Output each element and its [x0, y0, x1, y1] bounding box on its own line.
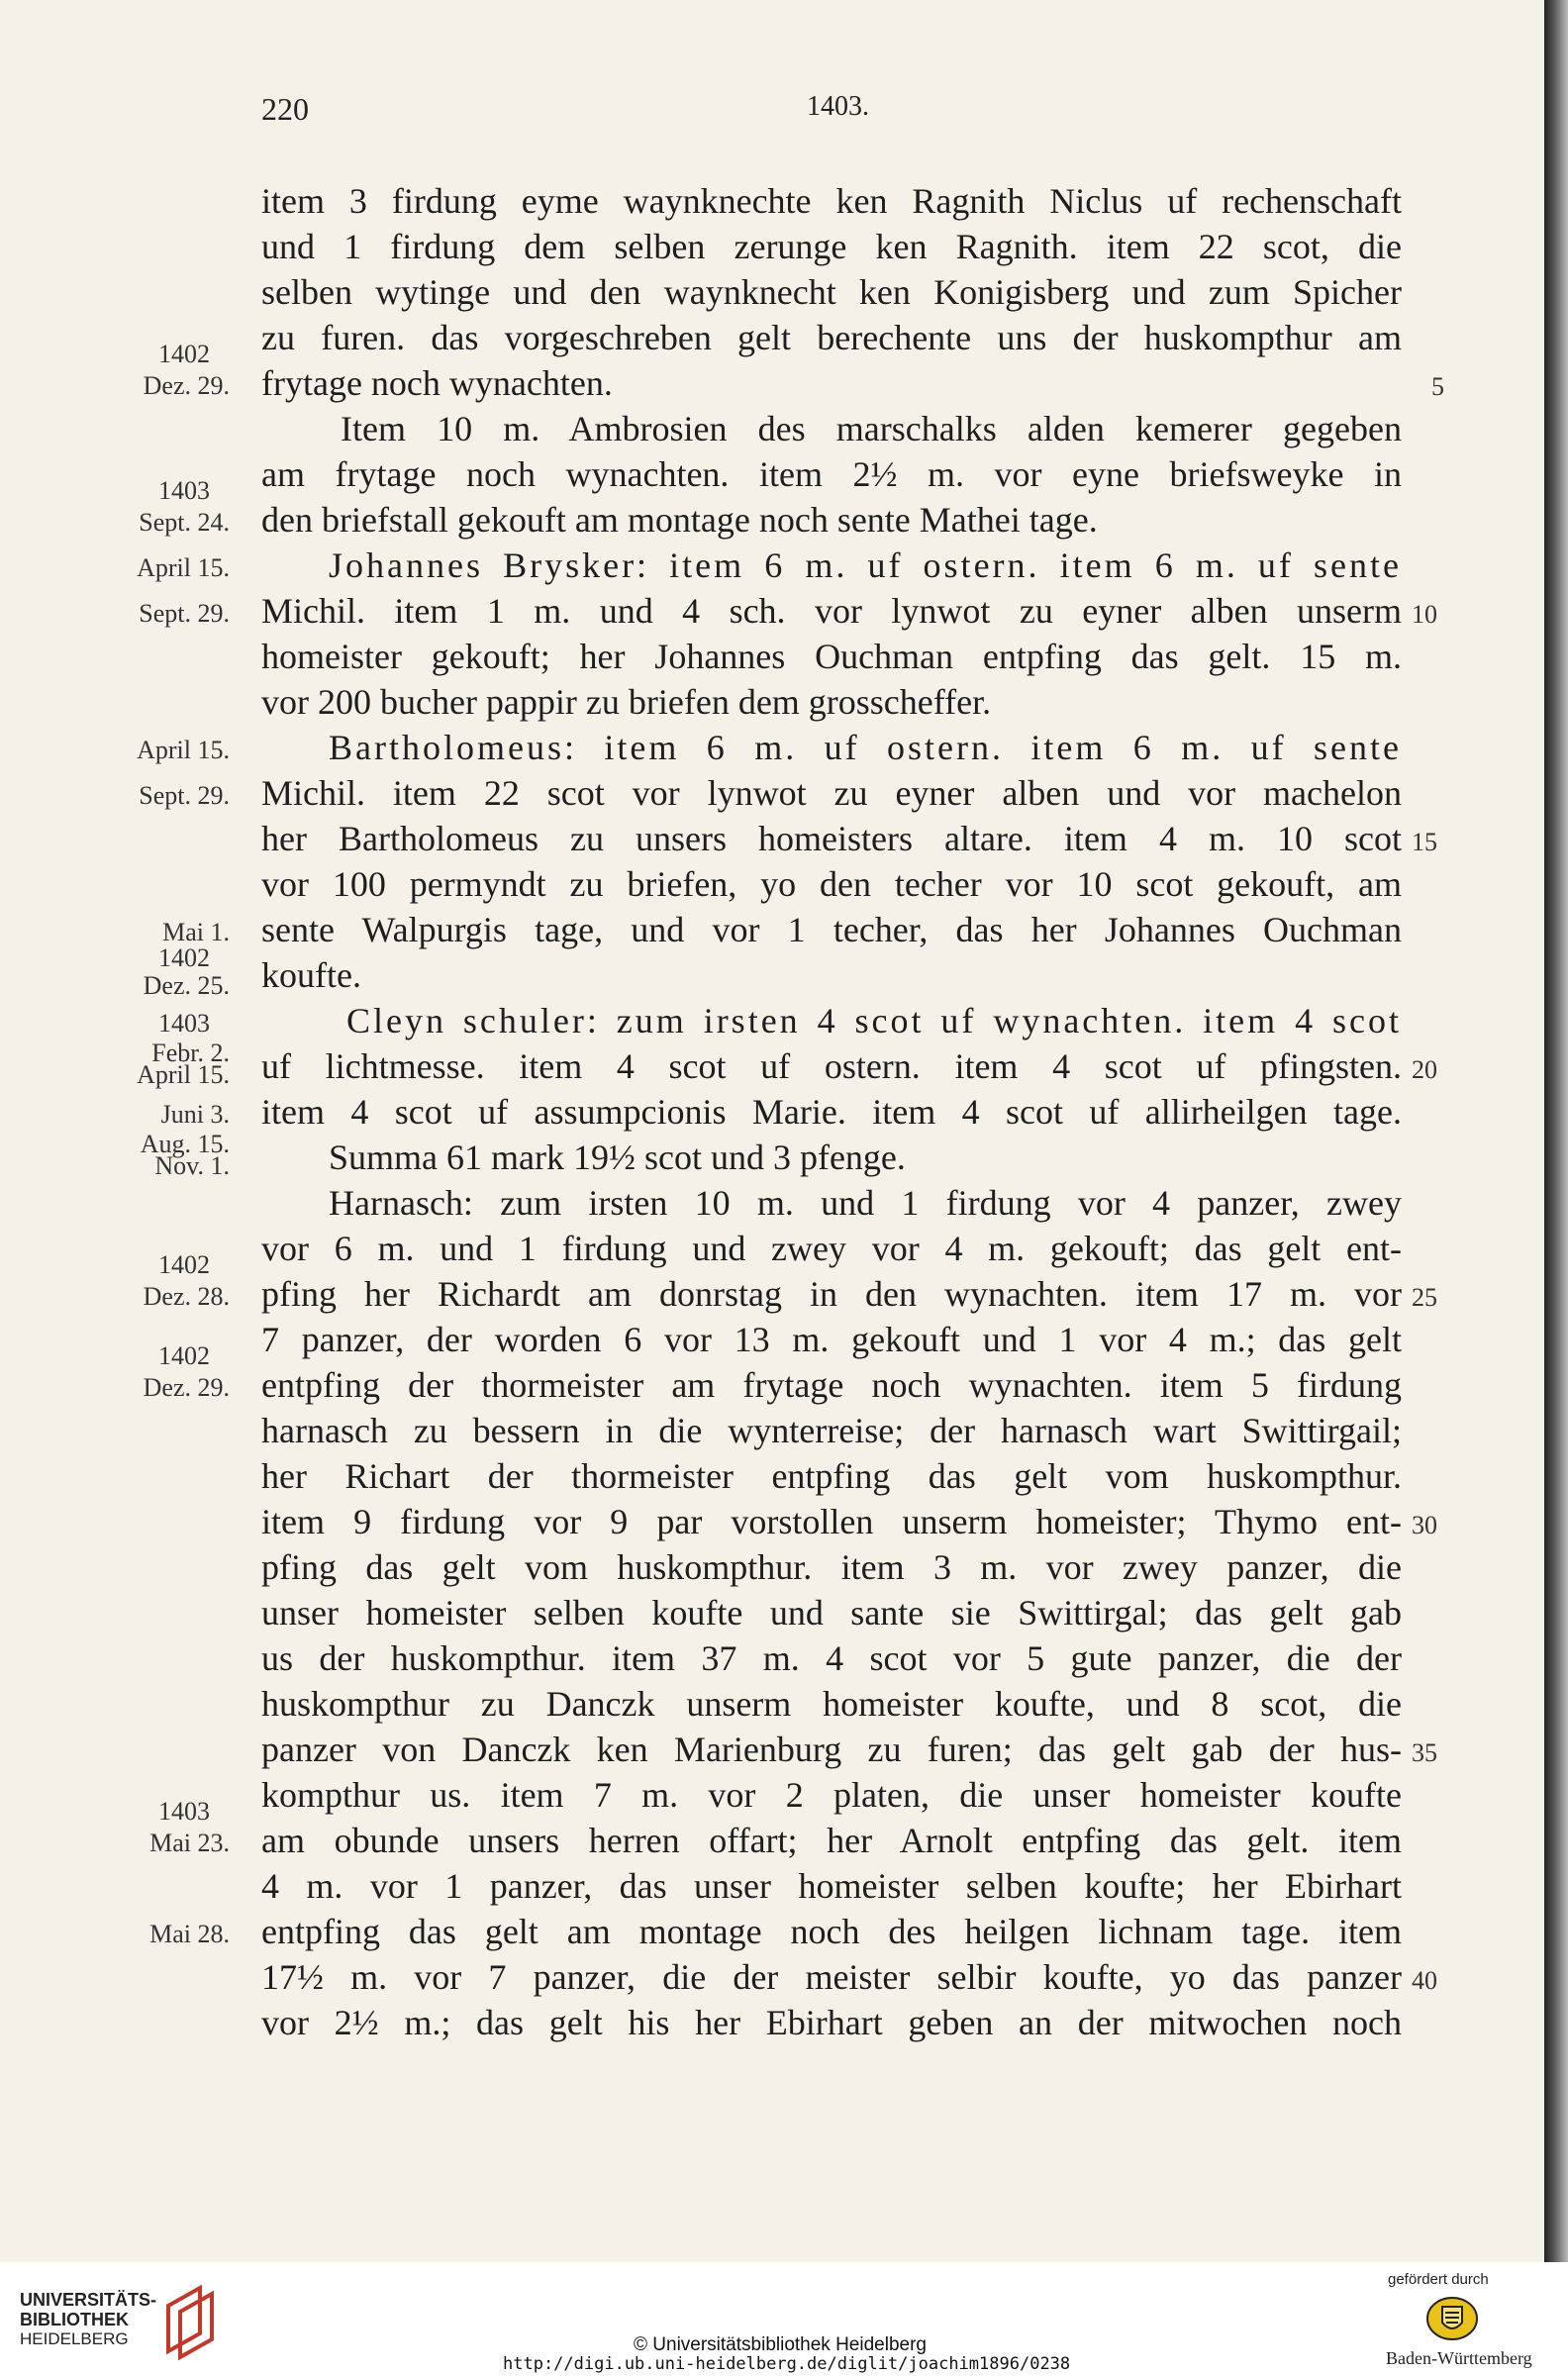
margin-date: Sept. 29.	[139, 781, 230, 810]
text-line: item 9 firdung vor 9 par vorstollen unserm homeister; Thymo ent-	[261, 1502, 1402, 1541]
margin-date: 1402	[158, 1341, 210, 1370]
line-number: 40	[1412, 1966, 1437, 1995]
text-line: Item 10 m. Ambrosien des marschalks alden kemerer gegeben	[341, 409, 1402, 448]
margin-date: 1402	[158, 1250, 210, 1279]
logo-text-line3: HEIDELBERG	[20, 2329, 129, 2348]
text-line: panzer von Danczk ken Marienburg zu furen; das gelt gab der hus-	[261, 1730, 1402, 1769]
text-line: frytage noch wynachten.	[261, 363, 613, 403]
text-line: pfing her Richardt am donrstag in den wynachten. item 17 m. vor	[261, 1274, 1402, 1314]
margin-date: 1403	[158, 476, 210, 505]
text-line: Michil. item 1 m. und 4 sch. vor lynwot zu eyner alben unserm	[261, 591, 1402, 631]
margin-date: Dez. 29.	[143, 1373, 230, 1402]
permalink-url[interactable]: http://digi.ub.uni-heidelberg.de/diglit/joachim1896/0238	[503, 2354, 1071, 2374]
margin-date: Nov. 1.	[154, 1151, 230, 1180]
text-line: 17½ m. vor 7 panzer, die der meister selbir koufte, yo das panzer	[261, 1957, 1402, 1997]
margin-date: April 15.	[137, 553, 230, 582]
margin-date: Sept. 24.	[139, 508, 230, 537]
margin-date: Mai 23.	[149, 1829, 230, 1857]
margin-date: 1402	[158, 943, 210, 972]
text-line: zu furen. das vorgeschreben gelt berechente uns der huskompthur am	[261, 318, 1402, 357]
text-line: vor 2½ m.; das gelt his her Ebirhart geben an der mitwochen noch	[261, 2003, 1402, 2042]
text-line: 4 m. vor 1 panzer, das unser homeister selben koufte; her Ebirhart	[261, 1866, 1402, 1906]
logo-text-line1: UNIVERSITÄTS-	[20, 2290, 157, 2310]
margin-date: April 15.	[137, 736, 230, 764]
page-edge-shadow	[1544, 0, 1568, 2262]
margin-date: Dez. 25.	[143, 971, 230, 1000]
library-logo[interactable]	[20, 2282, 228, 2361]
margin-date: April 15.	[137, 1060, 230, 1089]
text-line: koufte.	[261, 955, 361, 995]
library-emblem-icon	[160, 2282, 224, 2361]
margin-date: 1403	[158, 1009, 210, 1038]
margin-date: Febr. 2.	[151, 1039, 230, 1067]
text-line: Johannes Brysker: item 6 m. uf ostern. item 6 m. uf sente	[329, 545, 1402, 585]
margin-date: Mai 28.	[149, 1920, 230, 1948]
text-line: am obunde unsers herren offart; her Arnolt entpfing das gelt. item	[261, 1821, 1402, 1860]
state-name: Baden-Württemberg	[1386, 2348, 1532, 2368]
text-line: Michil. item 22 scot vor lynwot zu eyner alben und vor machelon	[261, 773, 1402, 813]
line-number: 15	[1412, 828, 1437, 856]
text-line: am frytage noch wynachten. item 2½ m. vor eyne briefsweyke in	[261, 454, 1402, 494]
text-line: 7 panzer, der worden 6 vor 13 m. gekouft und 1 vor 4 m.; das gelt	[261, 1320, 1402, 1359]
margin-date: Juni 3.	[160, 1100, 230, 1129]
funded-by-label: gefördert durch	[1388, 2271, 1489, 2288]
line-number: 20	[1412, 1055, 1437, 1084]
text-line: vor 200 bucher pappir zu briefen dem grosscheffer.	[261, 682, 992, 722]
text-line: den briefstall gekouft am montage noch sente Mathei tage.	[261, 500, 1098, 540]
text-line: her Bartholomeus zu unsers homeisters altare. item 4 m. 10 scot	[261, 819, 1402, 858]
page-number: 220	[261, 91, 309, 127]
text-line: selben wytinge und den waynknecht ken Konigisberg und zum Spicher	[261, 272, 1402, 312]
text-line: vor 100 permyndt zu briefen, yo den techer vor 10 scot gekouft, am	[261, 864, 1402, 904]
copyright-notice: © Universitätsbibliothek Heidelberg	[634, 2334, 927, 2355]
text-line: her Richart der thormeister entpfing das gelt vom huskompthur.	[261, 1456, 1402, 1496]
text-line: huskompthur zu Danczk unserm homeister koufte, und 8 scot, die	[261, 1684, 1402, 1724]
text-line: harnasch zu bessern in die wynterreise; der harnasch wart Swittirgail;	[261, 1411, 1402, 1450]
line-number: 5	[1431, 372, 1444, 401]
margin-date: Sept. 29.	[139, 599, 230, 628]
text-line: item 4 scot uf assumpcionis Marie. item 4 scot uf allirheilgen tage.	[261, 1092, 1402, 1132]
text-line: uf lichtmesse. item 4 scot uf ostern. item 4 scot uf pfingsten.	[261, 1046, 1402, 1086]
text-line: Summa 61 mark 19½ scot und 3 pfenge.	[329, 1138, 906, 1177]
logo-text-line2: BIBLIOTHEK	[20, 2310, 129, 2329]
text-line: Harnasch: zum irsten 10 m. und 1 firdung vor 4 panzer, zwey	[329, 1183, 1402, 1223]
margin-date: 1403	[158, 1797, 210, 1826]
text-line: entpfing das gelt am montage noch des heilgen lichnam tage. item	[261, 1912, 1402, 1951]
text-line: entpfing der thormeister am frytage noch wynachten. item 5 firdung	[261, 1365, 1402, 1405]
text-line: pfing das gelt vom huskompthur. item 3 m. vor zwey panzer, die	[261, 1547, 1402, 1587]
line-number: 25	[1412, 1283, 1437, 1312]
text-line: homeister gekouft; her Johannes Ouchman entpfing das gelt. 15 m.	[261, 637, 1402, 676]
text-line: kompthur us. item 7 m. vor 2 platen, die unser homeister koufte	[261, 1775, 1402, 1815]
margin-date: Dez. 28.	[143, 1282, 230, 1311]
text-line: vor 6 m. und 1 firdung und zwey vor 4 m. gekouft; das gelt ent-	[261, 1229, 1402, 1268]
state-crest-icon	[1425, 2295, 1479, 2342]
line-number: 30	[1412, 1511, 1437, 1539]
margin-date: Aug. 15.	[140, 1130, 230, 1158]
margin-date: Dez. 29.	[143, 371, 230, 400]
text-line: und 1 firdung dem selben zerunge ken Ragnith. item 22 scot, die	[261, 227, 1402, 266]
running-header-year: 1403.	[807, 91, 869, 122]
text-line: item 3 firdung eyme waynknechte ken Ragnith Niclus uf rechenschaft	[261, 181, 1402, 221]
text-line: Cleyn schuler: zum irsten 4 scot uf wynachten. item 4 scot	[346, 1001, 1402, 1040]
text-line: sente Walpurgis tage, und vor 1 techer, das her Johannes Ouchman	[261, 910, 1402, 949]
text-line: unser homeister selben koufte und sante sie Swittirgal; das gelt gab	[261, 1593, 1402, 1633]
margin-date: 1402	[158, 340, 210, 368]
text-line: Bartholomeus: item 6 m. uf ostern. item 6 m. uf sente	[329, 728, 1402, 767]
line-number: 10	[1412, 600, 1437, 629]
margin-date: Mai 1.	[162, 918, 230, 946]
text-line: us der huskompthur. item 37 m. 4 scot vor 5 gute panzer, die der	[261, 1638, 1402, 1678]
line-number: 35	[1412, 1738, 1437, 1767]
